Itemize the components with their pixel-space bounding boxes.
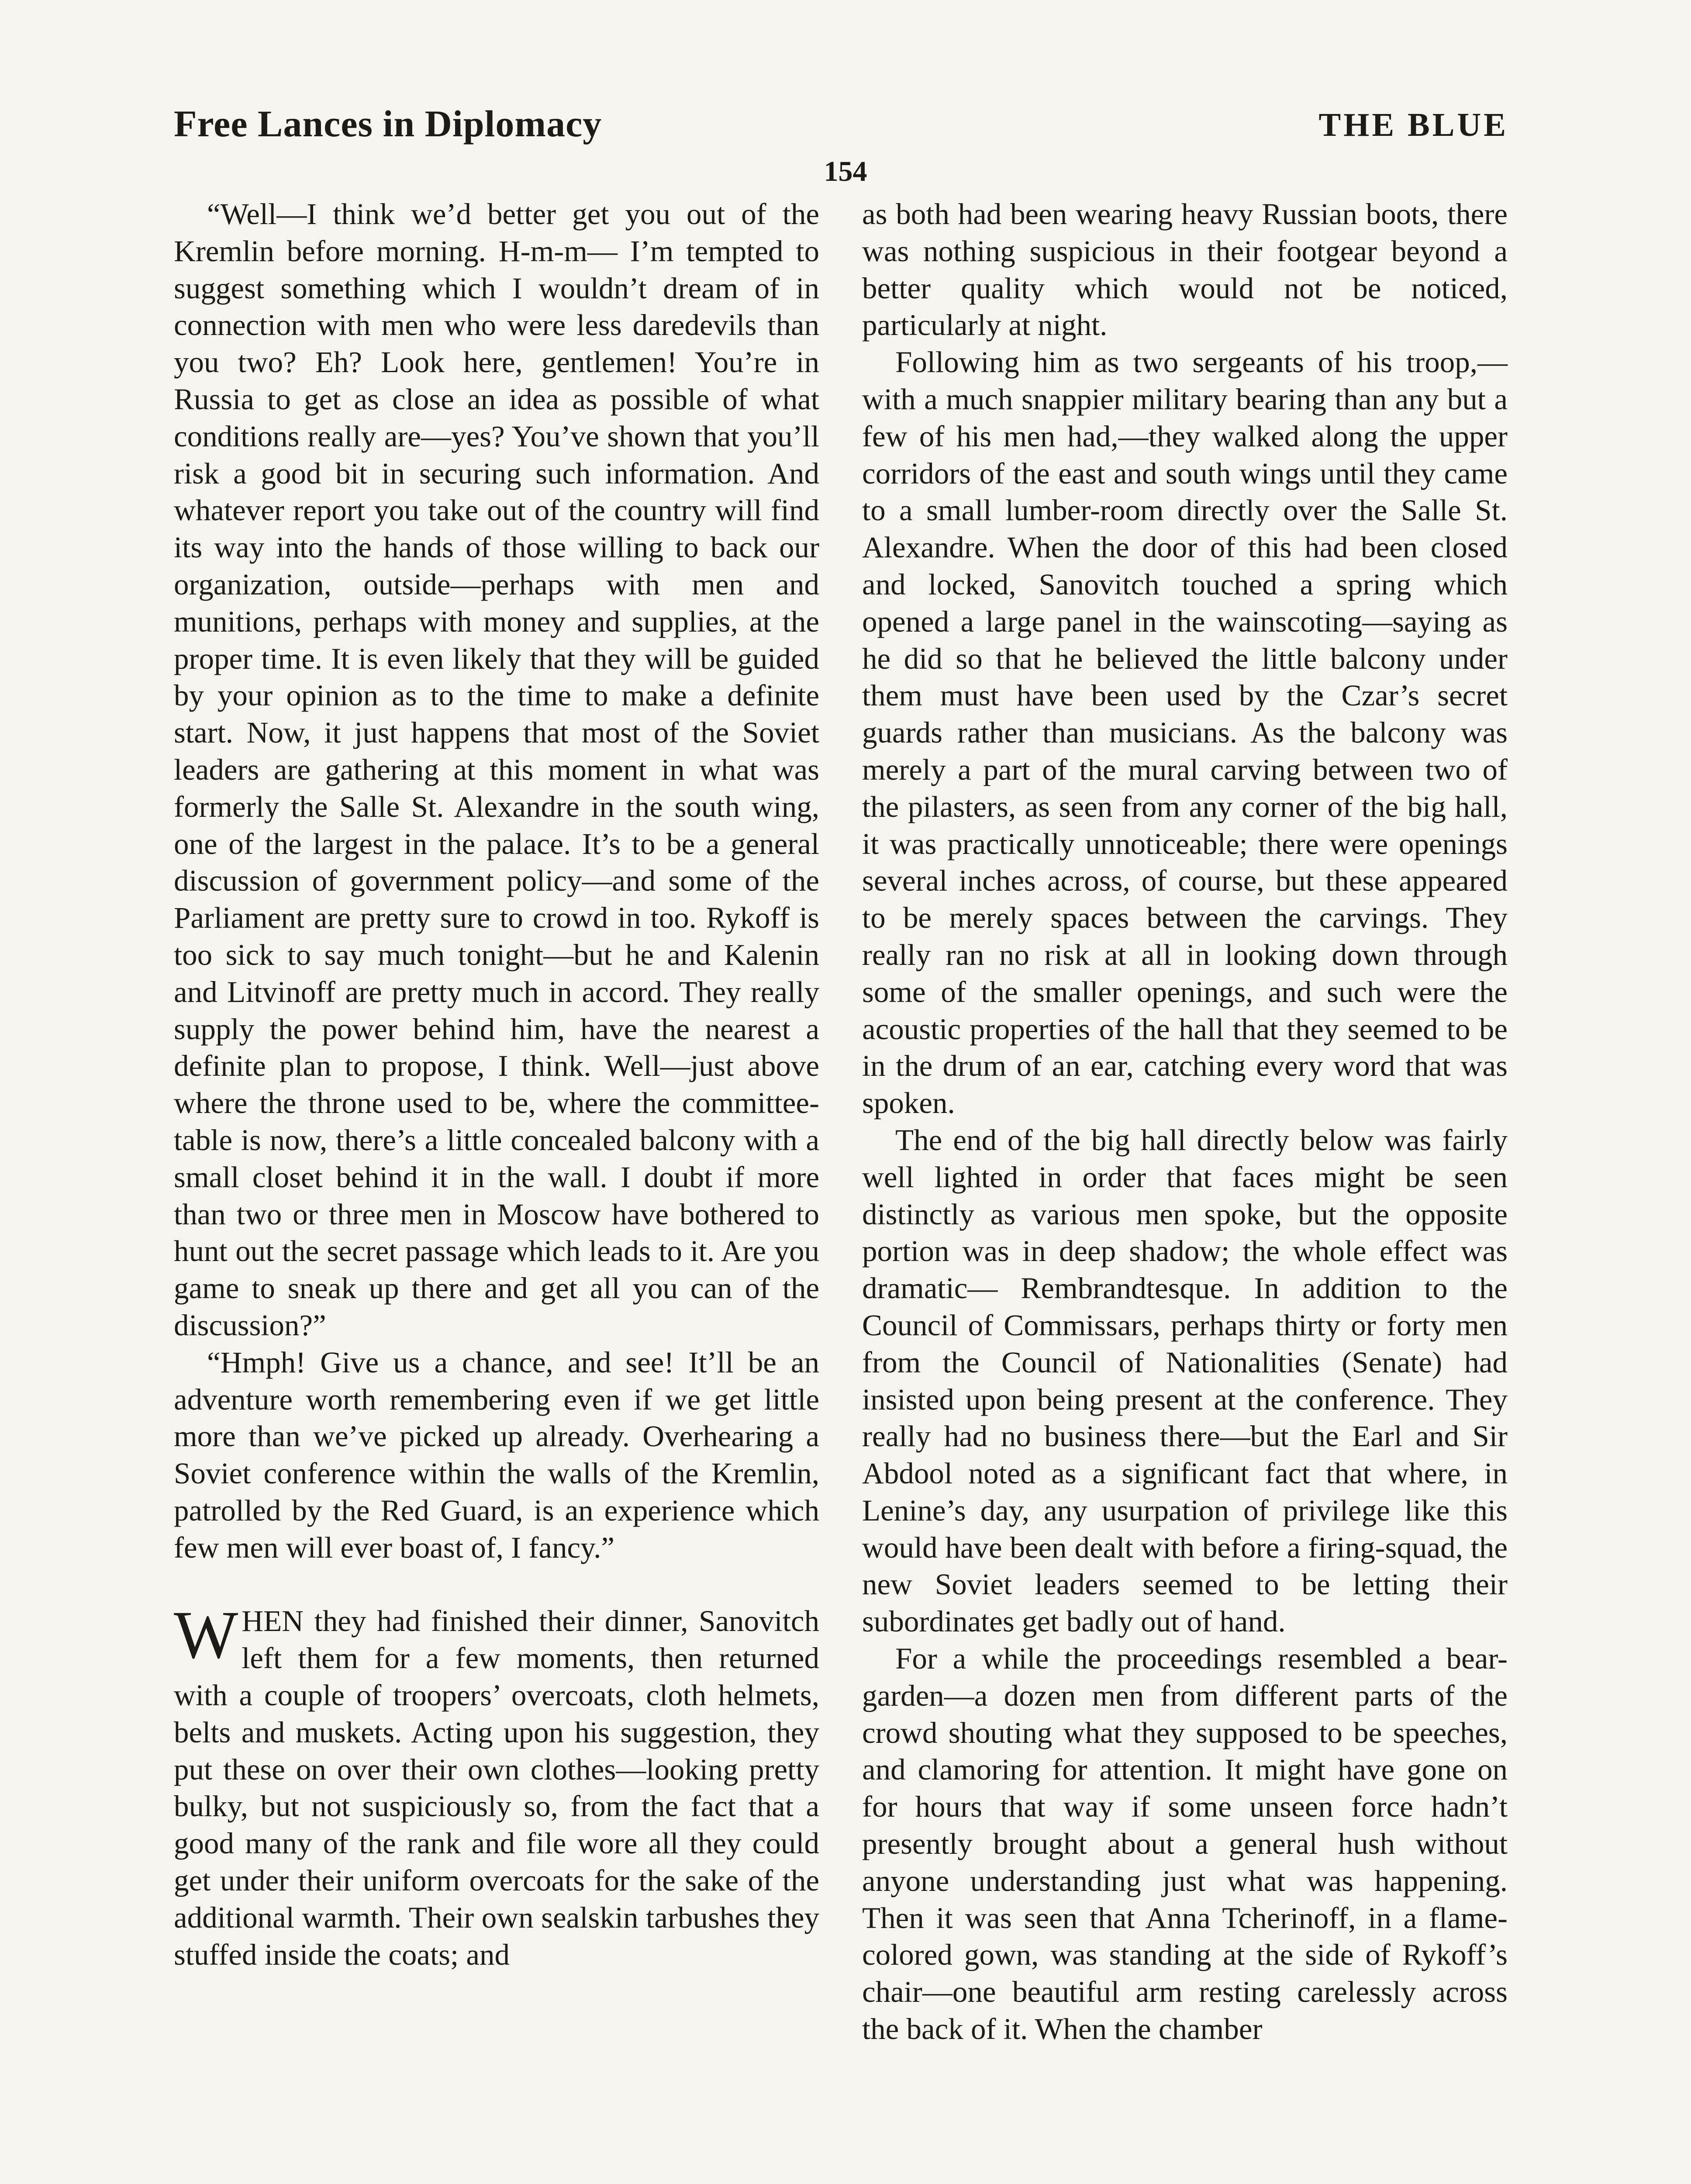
paragraph-text: HEN they had finished their dinner, Sanovitch left them for a few moments, then returned with a couple of troopers’ overcoats, cloth helmets, belts and muskets. Acting upon his suggestion, they put these on over their own clothes—looking pretty bulky, but not suspiciously so, from the fact that a good many of the rank and file wore all they could get under their uniform overcoats for the sake of the additional warmth. Their own sealskin tarbushes they stuffed inside the coats; and — [174, 1604, 819, 1971]
paragraph — [174, 1597, 819, 1973]
right-column — [862, 196, 1508, 2048]
paragraph: as both had been wearing heavy Russian boots, there was nothing suspicious in their footgear beyond a better quality which would not be noticed, particularly at night. — [862, 197, 1508, 342]
paragraph: For a while the proceedings resembled a bear-garden—a dozen men from different parts of the crowd shouting what they supposed to be speeches, and clamoring for attention. It might have gone on for hours that way if some unseen force hadn’t presently brought about a general hush without anyone understanding just what was happening. Then it was seen that Anna Tcherinoff, in a flame-colored gown, was standing at the side of Rykoff’s chair—one beautiful arm resting carelessly across the back of it. When the chamber — [862, 1642, 1508, 2046]
page-number: 154 — [824, 156, 867, 187]
paragraph: Following him as two sergeants of his troop,—with a much snappier military bearing than any but a few of his men had,—they walked along the upper corridors of the east and south wings until they came to a small lumber-room directly over the Salle St. Alexandre. When the door of this had been closed and locked, Sanovitch touched a spring which opened a large panel in the wainscoting—saying as he did so that he believed the little balcony under them must have been used by the Czar’s secret guards rather than musicians. As the balcony was merely a part of the mural carving between two of the pilasters, as seen from any corner of the big hall, it was practically unnoticeable; there were openings several inches across, of course, but these appeared to be merely spaces between the carvings. They really ran no risk at all in looking down through some of the smaller openings, and such were the acoustic properties of the hall that they seemed to be in the drum of an ear, catching every word that was spoken. — [862, 346, 1508, 1120]
article-title: Free Lances in Diplomacy — [174, 103, 602, 145]
paragraph: “Hmph! Give us a chance, and see! It’ll be an adventure worth remembering even if we get little more than we’ve picked up already. Overhearing a Soviet conference within the walls of the Kremlin, patrolled by the Red Guard, is an experience which few men will ever boast of, I fancy.” — [174, 1345, 819, 1564]
paragraph: “Well—I think we’d better get you out of the Kremlin before morning. H-m-m— I’m tempted to suggest something which I wouldn’t dream of in connection with men who were less daredevils than you two? Eh? Look here, gentlemen! You’re in Russia to get as close an idea as possible of what conditions really are—yes? You’ve shown that you’ll risk a good bit in securing such information. And whatever report you take out of the country will find its way into the hands of those willing to back our organization, outside—perhaps with men and munitions, perhaps with money and supplies, at the proper time. It is even likely that they will be guided by your opinion as to the time to make a definite start. Now, it just happens that most of the Soviet leaders are gathering at this moment in what was formerly the Salle St. Alexandre in the south wing, one of the largest in the palace. It’s to be a general discussion of government policy—and some of the Parliament are pretty sure to crowd in too. Rykoff is too sick to say much tonight—but he and Kalenin and Litvinoff are pretty much in accord. They really supply the power behind him, have the nearest a definite plan to propose, I think. Well—just above where the throne used to be, where the committee-table is now, there’s a little concealed balcony with a small closet behind it in the wall. I doubt if more than two or three men in Moscow have bothered to hunt out the secret passage which leads to it. Are you game to sneak up there and get all you can of the discussion?” — [174, 197, 819, 1342]
drop-cap: W — [174, 1597, 238, 1673]
paragraph: The end of the big hall directly below was fairly well lighted in order that faces might be seen distinctly as various men spoke, but the opposite portion was in deep shadow; the whole effect was dramatic— Rembrandtesque. In addition to the Council of Commissars, perhaps thirty or forty men from the Council of Nationalities (Senate) had insisted upon being present at the conference. They really had no business there—but the Earl and Sir Abdool noted as a significant fact that where, in Lenine’s day, any usurpation of privilege like this would have been dealt with before a firing-squad, the new Soviet leaders seemed to be letting their subordinates get badly out of hand. — [862, 1123, 1508, 1638]
left-column — [174, 196, 819, 1973]
magazine-name: THE BLUE — [1318, 107, 1508, 143]
